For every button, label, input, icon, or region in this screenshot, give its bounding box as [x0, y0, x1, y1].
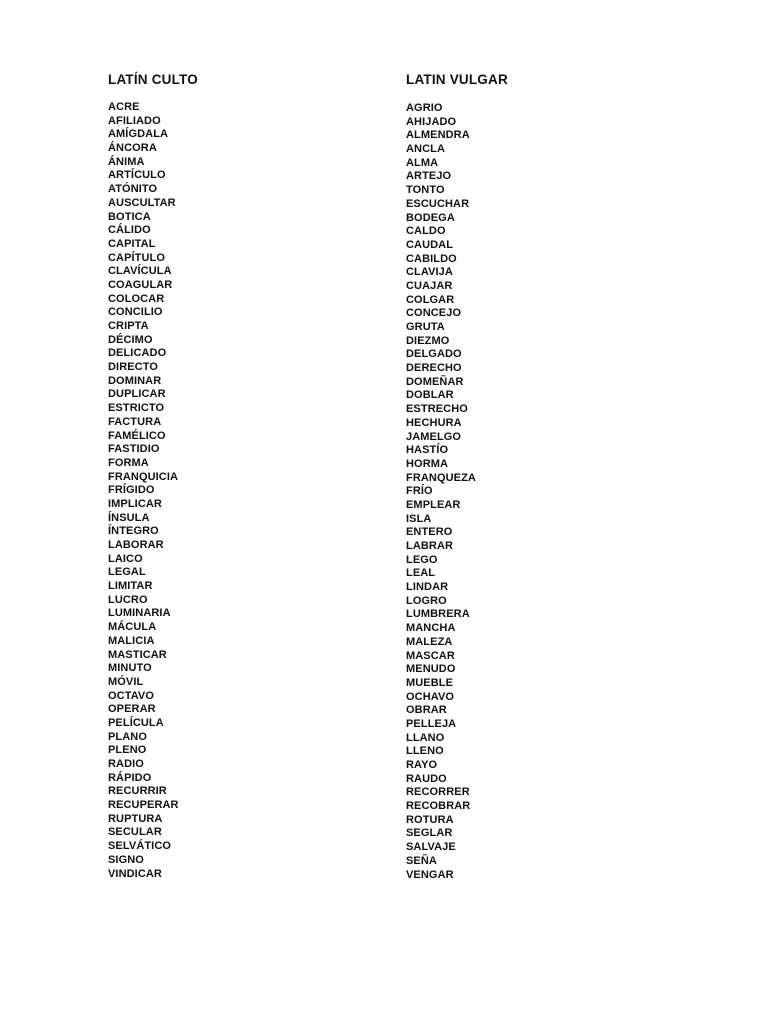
latin-vulgar-word: CLAVIJA	[406, 266, 453, 279]
latin-culto-word: OCTAVO	[108, 689, 155, 702]
latin-vulgar-word: CAUDAL	[406, 238, 454, 251]
latin-culto-word: PELÍCULA	[108, 716, 164, 729]
latin-culto-word: LUMINARIA	[108, 607, 171, 620]
latin-culto-word: AFILIADO	[108, 114, 161, 127]
latin-vulgar-word: RAYO	[406, 759, 438, 771]
latin-culto-word: ÍNTEGRO	[108, 525, 159, 538]
latin-vulgar-word: ALMA	[406, 156, 439, 169]
latin-vulgar-word: ALMENDRA	[406, 129, 470, 142]
latin-culto-word: ÁNCORA	[108, 142, 157, 155]
latin-culto-word: LUCRO	[108, 593, 148, 606]
latin-culto-word: RADIO	[108, 758, 144, 770]
latin-vulgar-word: CUAJAR	[406, 279, 453, 292]
latin-culto-word: MALICIA	[108, 634, 155, 647]
latin-culto-word: PLANO	[108, 730, 147, 743]
latin-culto-word: OPERAR	[108, 703, 156, 716]
latin-culto-word: AUSCULTAR	[108, 196, 176, 209]
latin-vulgar-word: HASTÍO	[406, 444, 449, 457]
latin-vulgar-word: PELLEJA	[406, 717, 457, 730]
latin-vulgar-word: CALDO	[406, 225, 446, 238]
latin-vulgar-word: ISLA	[406, 512, 432, 525]
latin-vulgar-word: LLANO	[406, 731, 445, 744]
latin-culto-word: MÁCULA	[108, 621, 157, 634]
latin-culto-word: DELICADO	[108, 347, 167, 360]
latin-vulgar-word: CONCEJO	[406, 307, 462, 320]
latin-culto-word: COLOCAR	[108, 292, 165, 305]
latin-culto-word: CÁLIDO	[108, 224, 151, 237]
latin-vulgar-word: MALEZA	[406, 635, 453, 648]
latin-vulgar-word: LOGRO	[406, 594, 447, 607]
latin-culto-word: FACTURA	[108, 415, 162, 428]
latin-vulgar-word: DERECHO	[406, 362, 462, 375]
latin-culto-word: CONCILIO	[108, 306, 163, 319]
latin-vulgar-word: HECHURA	[406, 416, 462, 429]
latin-culto-word: LEGAL	[108, 566, 146, 579]
latin-culto-word: CLAVÍCULA	[108, 265, 172, 278]
latin-culto-word: MÓVIL	[108, 675, 144, 688]
latin-vulgar-word: MANCHA	[406, 622, 456, 635]
latin-culto-word: FRÍGIDO	[108, 484, 155, 497]
latin-culto-word: DUPLICAR	[108, 388, 166, 401]
latin-culto-word: ACRE	[108, 101, 140, 113]
latin-culto-word: IMPLICAR	[108, 497, 162, 510]
latin-culto-word: FORMA	[108, 456, 149, 469]
latin-vulgar-word: LEAL	[406, 567, 436, 580]
latin-culto-word: COAGULAR	[108, 278, 173, 291]
latin-culto-word: ESTRICTO	[108, 402, 165, 415]
latin-vulgar-word: VENGAR	[406, 868, 454, 881]
latin-culto-word: MASTICAR	[108, 648, 167, 661]
latin-vulgar-word: LABRAR	[406, 540, 454, 552]
latin-vulgar-word: DOMEÑAR	[406, 375, 464, 388]
latin-culto-word: SELVÁTICO	[108, 840, 172, 853]
latin-vulgar-word: SEGLAR	[406, 827, 453, 840]
latin-vulgar-word: EMPLEAR	[406, 498, 461, 511]
latin-vulgar-word: RECOBRAR	[406, 800, 471, 813]
latin-culto-word: ÁNIMA	[108, 155, 145, 168]
latin-vulgar-word: OBRAR	[406, 704, 447, 717]
latin-culto-word: VINDICAR	[108, 867, 162, 880]
latin-vulgar-word: BODEGA	[406, 211, 455, 224]
latin-vulgar-word: FRANQUEZA	[406, 471, 476, 484]
latin-vulgar-word: GRUTA	[406, 321, 445, 333]
latin-vulgar-word: DIEZMO	[406, 334, 450, 347]
latin-vulgar-word: MASCAR	[406, 649, 455, 662]
latin-vulgar-word: SEÑA	[406, 854, 437, 867]
latin-culto-column	[108, 70, 198, 881]
latin-vulgar-word: HORMA	[406, 457, 449, 470]
latin-vulgar-word: LUMBRERA	[406, 608, 470, 621]
latin-culto-word: FASTIDIO	[108, 443, 160, 456]
latin-vulgar-word: AGRIO	[406, 102, 443, 114]
latin-vulgar-word: LINDAR	[406, 581, 449, 594]
latin-vulgar-word: ANCLA	[406, 143, 445, 156]
latin-culto-word: LAICO	[108, 552, 143, 565]
latin-vulgar-word: OCHAVO	[406, 690, 455, 703]
latin-culto-word: CAPÍTULO	[108, 251, 166, 264]
latin-culto-word: SIGNO	[108, 853, 144, 866]
latin-vulgar-word: MUEBLE	[406, 676, 454, 689]
latin-culto-word: RÁPIDO	[108, 771, 152, 784]
latin-culto-word: AMÍGDALA	[108, 128, 169, 141]
latin-vulgar-column	[406, 70, 508, 882]
latin-vulgar-word: COLGAR	[406, 293, 455, 306]
latin-vulgar-word: ARTEJO	[406, 170, 452, 183]
latin-culto-word: DOMINAR	[108, 374, 162, 387]
latin-vulgar-word: FRÍO	[406, 485, 433, 498]
latin-vulgar-word: MENUDO	[406, 663, 456, 676]
latin-culto-word: ARTÍCULO	[108, 169, 166, 182]
latin-culto-word: SECULAR	[108, 826, 162, 839]
latin-culto-word: ÍNSULA	[108, 511, 150, 524]
latin-vulgar-word-list	[406, 102, 508, 882]
latin-culto-heading: LATÍN CULTO	[108, 72, 198, 87]
latin-culto-word: RECUPERAR	[108, 799, 179, 812]
latin-culto-word: LABORAR	[108, 539, 164, 551]
latin-culto-word: ATÓNITO	[108, 183, 158, 196]
latin-culto-word: DÉCIMO	[108, 333, 153, 346]
latin-vulgar-word: LLENO	[406, 745, 444, 758]
latin-culto-word: LIMITAR	[108, 580, 153, 593]
latin-vulgar-word: ENTERO	[406, 526, 453, 539]
latin-vulgar-word: TONTO	[406, 184, 445, 197]
latin-culto-word: CRIPTA	[108, 320, 149, 332]
latin-culto-word: PLENO	[108, 744, 147, 757]
latin-culto-word: BOTICA	[108, 210, 151, 223]
latin-vulgar-word: ESTRECHO	[406, 403, 468, 416]
latin-culto-word: FAMÉLICO	[108, 429, 166, 442]
latin-culto-word-list	[108, 101, 198, 881]
latin-vulgar-word: LEGO	[406, 553, 438, 566]
latin-culto-word: RECURRIR	[108, 785, 167, 798]
latin-culto-word: DIRECTO	[108, 361, 159, 374]
latin-vulgar-word: DOBLAR	[406, 389, 454, 402]
latin-vulgar-word: RECORRER	[406, 786, 470, 799]
latin-culto-word: CAPITAL	[108, 237, 156, 250]
latin-vulgar-word: AHIJADO	[406, 115, 457, 128]
latin-vulgar-word: SALVAJE	[406, 841, 456, 854]
latin-vulgar-word: JAMELGO	[406, 430, 462, 443]
latin-vulgar-word: CABILDO	[406, 252, 457, 265]
latin-culto-word: FRANQUICIA	[108, 470, 179, 483]
latin-vulgar-heading: LATIN VULGAR	[406, 72, 508, 87]
latin-vulgar-word: ESCUCHAR	[406, 197, 470, 210]
latin-culto-word: MINUTO	[108, 662, 152, 675]
latin-vulgar-word: ROTURA	[406, 813, 454, 826]
latin-vulgar-word: DELGADO	[406, 348, 462, 361]
latin-culto-word: RUPTURA	[108, 812, 163, 825]
latin-vulgar-word: RAUDO	[406, 772, 447, 785]
